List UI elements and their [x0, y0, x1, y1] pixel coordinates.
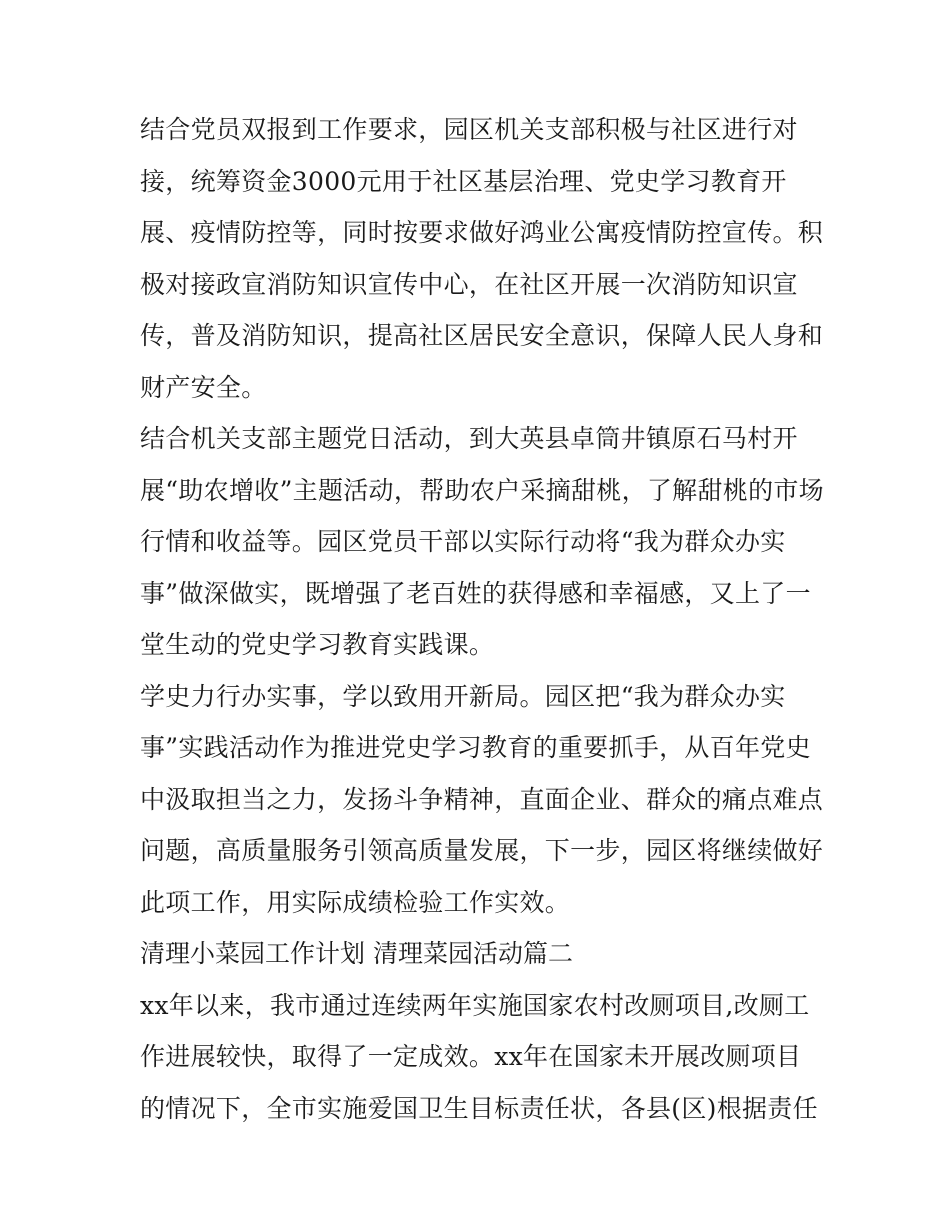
paragraph-line: 学史力行办实事，学以致用开新局。园区把“我为群众办实 [140, 681, 786, 711]
paragraph-line: 展、疫情防控等，同时按要求做好鸿业公寓疫情防控宣传。积 [140, 218, 824, 247]
paragraph-line: 事”实践活动作为推进党史学习教育的重要抓手，从百年党史 [140, 733, 811, 762]
paragraph-line: 堂生动的党史学习教育实践课。 [140, 630, 495, 659]
paragraph-line: 问题，高质量服务引领高质量发展，下一步，园区将继续做好 [140, 836, 824, 865]
document-body [140, 104, 824, 1134]
paragraph-line: 中汲取担当之力，发扬斗争精神，直面企业、群众的痛点难点 [140, 784, 824, 814]
paragraph-line: 极对接政宣消防知识宣传中心，在社区开展一次消防知识宣 [140, 269, 798, 299]
paragraph-line: 接，统筹资金3000元用于社区基层治理、党史学习教育开 [140, 166, 787, 196]
paragraph-line: 作进展较快，取得了一定成效。xx年在国家未开展改厕项目 [140, 1042, 802, 1071]
section-heading: 清理小菜园工作计划 清理菜园活动篇二 [140, 939, 573, 968]
paragraph-line: 结合党员双报到工作要求，园区机关支部积极与社区进行对 [140, 115, 798, 144]
paragraph-line: 财产安全。 [140, 372, 267, 402]
paragraph-line: 展“助农增收”主题活动，帮助农户采摘甜桃，了解甜桃的市场 [140, 475, 824, 505]
paragraph-line: 事”做深做实，既增强了老百姓的获得感和幸福感，又上了一 [140, 578, 811, 608]
paragraph-line: 此项工作，用实际成绩检验工作实效。 [140, 887, 571, 917]
paragraph-line: xx年以来，我市通过连续两年实施国家农村改厕项目,改厕工 [140, 990, 810, 1020]
paragraph-line: 结合机关支部主题党日活动，到大英县卓筒井镇原石马村开 [140, 424, 798, 453]
paragraph-line: 行情和收益等。园区党员干部以实际行动将“我为群众办实 [140, 527, 786, 556]
paragraph-line: 传，普及消防知识，提高社区居民安全意识，保障人民人身和 [140, 321, 824, 350]
paragraph-line: 的情况下，全市实施爱国卫生目标责任状，各县(区)根据责任 [140, 1093, 818, 1123]
